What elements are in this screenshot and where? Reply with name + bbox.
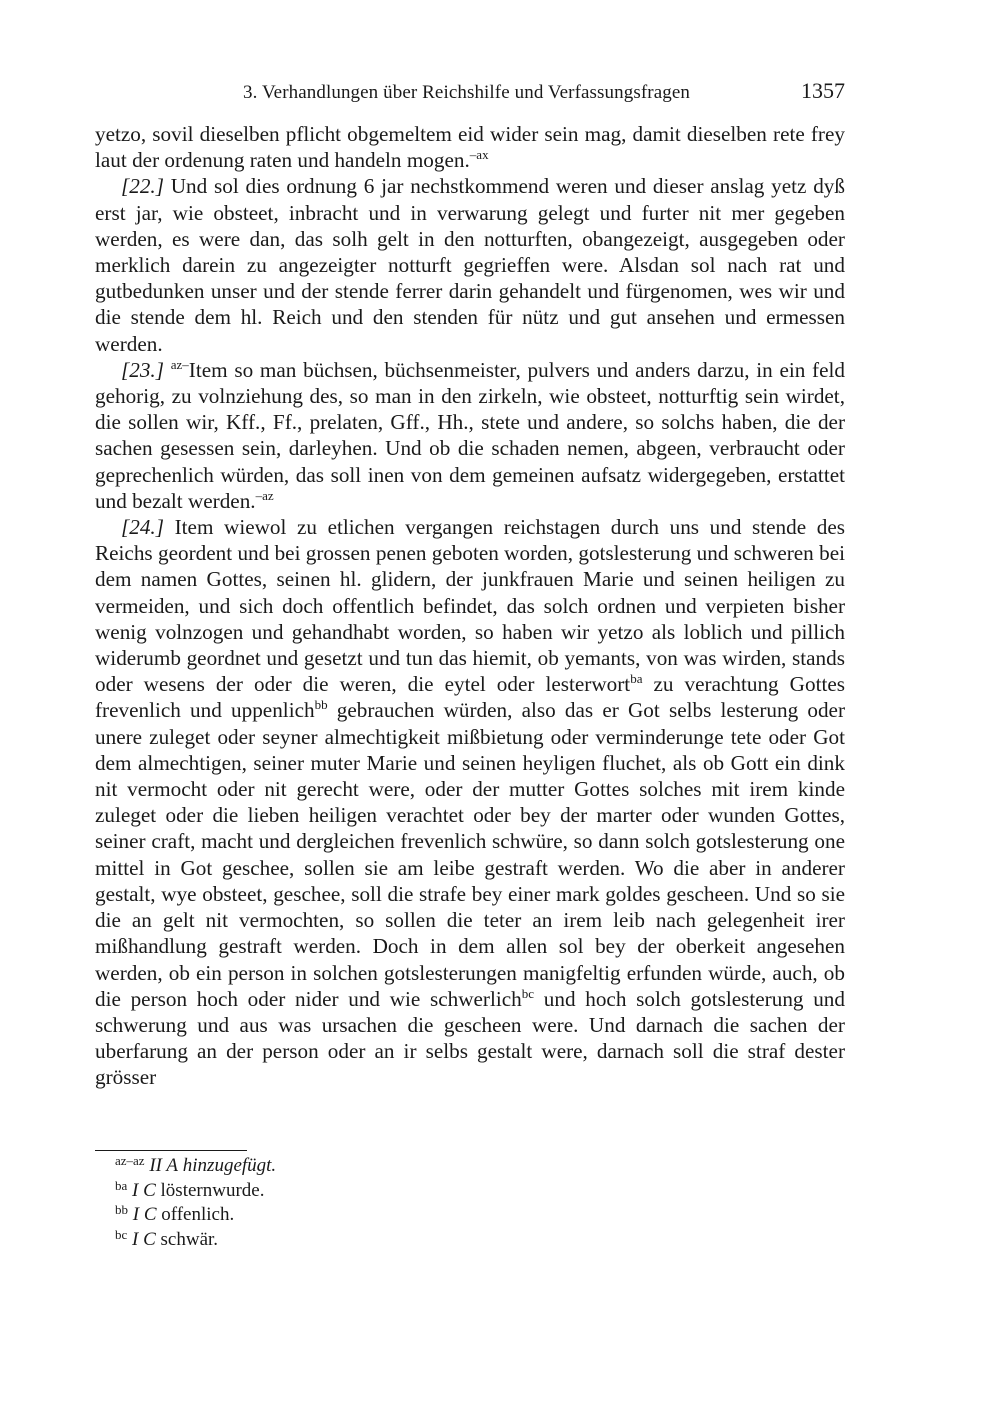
footnote-ref: bb: [314, 697, 328, 713]
footnote-ref: ba: [630, 671, 643, 687]
paragraph-text: und hoch solch gotslesterung und schwerung und aus was ursachen die gescheen were. Und darnach die sachen der uberfarung an der person oder an ir selbs gestalt were, darnach soll die straf dester grösser: [95, 986, 845, 1090]
footnote-mark: bb: [115, 1202, 128, 1217]
footnote-separator: [95, 1150, 247, 1151]
paragraph-text: Und sol dies ordnung 6 jar nechstkommend weren und dieser anslag yetz dyß erst jar, wie obsteet, inbracht und in verwarung gelegt und furter nit mer gegeben werden, es were dan, das solh gelt in den notturften, obangezeigt, ausgegeben oder merklich darein zu angezeigter notturft gegrieffen were. Alsdan sol nach rat und gutbedunken unser und der stende ferrer darin gehandelt und fürgenomen, wes wir und die stende dem hl. Reich und den stenden für nütz und gut ansehen und ermessen werden.: [95, 174, 845, 356]
footnote-source: I C: [132, 1228, 156, 1250]
footnote-source: I C: [132, 1204, 157, 1225]
paragraph-text: gebrauchen würden, also das er Got selbs lesterung oder unere zuleget oder seyner almechtigkeit mißbietung oder verminderunge tete oder Got dem almechtigen, seiner muter Marie und seinen heyligen fluchet, als ob Gott ein dink nit vermocht oder nit gerecht were, oder der mutter Gottes solches mit irem kinde zuleget oder die lieben heiligen verachtet oder bey der marter oder wunden Gottes, seiner craft, macht und dergleichen frevenlich schwüre, so dann solch gotslesterung one mittel in Got geschee, sollen sie am leibe gestraft werden. Wo die aber in anderer gestalt, wye obsteet, geschee, soll die strafe bey einer mark goldes gescheen. Und so sie die an gelt nit vermochten, so sollen die teter an irem leib nach gelegenheit irer mißhandlung gestraft werden. Doch in dem allen sol bey der oberkeit angesehen werden, ob ein person in solchen gotslesterungen manigfeltig erfunden würde, auch, ob die person hoch oder nider und wie schwerlich: [95, 698, 845, 1011]
running-title: 3. Verhandlungen über Reichshilfe und Verfassungsfragen: [243, 82, 690, 103]
paragraph-24: [95, 514, 845, 1090]
paragraph-text: Item wiewol zu etlichen vergangen reichstagen durch uns und stende des Reichs geordent und bei grossen penen geboten worden, gotslesterung und schweren bei dem namen Gottes, seinen hl. glidern, der junkfrauen Marie und seinen heiligen zu vermeiden, und sich doch offentlich befindet, das solch ordnen und verpieten bisher wenig volnzogen und gehandhabt worden, so haben wir yetzo als loblich und pillich widerumb geordnet und gesetzt und tun das hiemit, ob yemants, von was wirden, stands oder wesens der oder die weren, die eytel oder lesterwort: [95, 515, 845, 697]
footnote: [115, 1228, 815, 1253]
footnote-source: II A: [149, 1155, 179, 1176]
paragraph-text: yetzo, sovil dieselben pflicht obgemeltem eid wider sein mag, damit dieselben rete frey laut der ordenung raten und handeln mogen.: [95, 122, 845, 173]
footnote-note: schwär.: [160, 1228, 219, 1250]
running-header: [95, 78, 845, 108]
paragraph-text: Item so man büchsen, büchsenmeister, pulvers und anders darzu, in ein feld gehorig, zu volnziehung des, so man in den zirkeln, wie obsteet, notturftig sein wirdet, die sollen wir, Kff., Ff., prelaten, Gff., Hh., stete und andere, so solchs haben, die der sachen gesessen sein, darleyhen. Und ob die schaden nemen, abgeen, verbraucht oder geprechenlich würden, das soll inen von dem gemeinen aufsatz widergegeben, erstattet und bezalt werden.: [95, 357, 845, 513]
apparatus-mark: –az: [255, 487, 274, 503]
paragraph-23: [95, 357, 845, 514]
footnote-ref: bc: [521, 985, 535, 1001]
paragraph-22: [95, 173, 845, 356]
footnotes: [115, 1154, 815, 1252]
footnote-source: I C: [132, 1179, 156, 1201]
article-number: [24.]: [121, 515, 164, 540]
paragraph-text: zu verachtung Gottes frevenlich und uppenlich: [95, 672, 845, 723]
footnote-note: offenlich.: [161, 1204, 235, 1225]
footnote-mark: ba: [115, 1177, 128, 1193]
apparatus-mark: –ax: [469, 147, 489, 163]
footnote: [115, 1203, 815, 1228]
apparatus-mark: az–: [170, 356, 189, 372]
footnote-note: hinzugefügt.: [182, 1155, 277, 1176]
footnote-note: lösternwurde.: [160, 1179, 265, 1201]
article-number: [23.]: [121, 357, 164, 382]
paragraph-continuation: [95, 121, 845, 173]
footnote: [115, 1154, 815, 1179]
article-number: [22.]: [121, 174, 164, 199]
footnote: [115, 1179, 815, 1204]
main-text: [95, 121, 845, 1091]
page-number: 1357: [801, 78, 845, 103]
footnote-mark: az–az: [115, 1153, 145, 1168]
footnote-mark: bc: [115, 1226, 128, 1242]
